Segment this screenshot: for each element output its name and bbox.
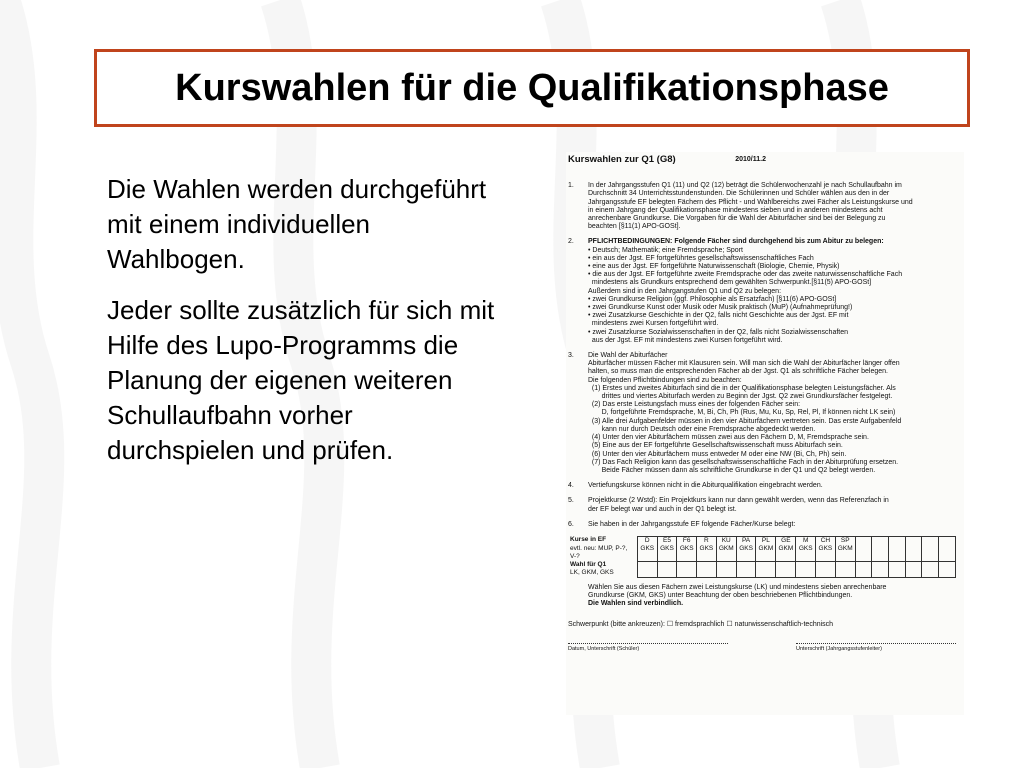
schwerpunkt-line: Schwerpunkt (bitte ankreuzen): ☐ fremdsprachlich ☐ naturwissenschaftlich-technisch (568, 620, 834, 628)
grid-input-cell[interactable] (736, 561, 756, 577)
grid-cell: R GKS (697, 536, 717, 561)
grid-row2-label: Wahl für Q1 LK, GKM, GKS (570, 561, 614, 577)
section-line: • zwei Zusatzkurse Geschichte in der Q2, falls nicht Geschichte aus der Jgst. EF mit (588, 312, 849, 320)
section-line: beachten [§11(1) APO-GOSt]. (588, 223, 681, 231)
grid-blank-cell (905, 536, 922, 561)
section-line: (5) Eine aus der EF fortgeführte Gesellschaftswissenschaft muss Abiturfach sein. (588, 442, 843, 450)
section-line: mindestens als Grundkurs entsprechend dem gewählten Schwerpunkt.[§11(5) APO-GOSt] (588, 279, 872, 287)
grid-blank-cell[interactable] (905, 561, 922, 577)
section-line: • zwei Grundkurse Religion (ggf. Philosophie als Ersatzfach) [§11(6) APO-GOSt] (588, 295, 837, 303)
section-line: Die Wahl der Abiturfächer (588, 352, 668, 360)
section-line: PFLICHTBEDINGUNGEN: Folgende Fächer sind durchgehend bis zum Abitur zu belegen: (588, 238, 884, 246)
section-line: (7) Das Fach Religion kann das gesellschaftswissenschaftliche Fach in der Abiturprüfung ersetzen. (588, 458, 899, 466)
section-line: mindestens zwei Kursen fortgeführt wird. (588, 320, 719, 328)
grid-input-cell[interactable] (796, 561, 816, 577)
form-scan (566, 152, 964, 715)
signature-leader: Unterschrift (Jahrgangsstufenleiter) (796, 643, 956, 653)
section-line: Jahrgangsstufe EF belegten Fächern des Pflicht - und Wahlbereichs zwei Fächer als Leistungskurse und (588, 198, 913, 206)
grid-cell: SP GKM (835, 536, 855, 561)
section-line: D, fortgeführte Fremdsprache, M, Bi, Ch, Ph (Rus, Mu, Ku, Sp, Rel, Pl, If können nicht LK sein) (588, 409, 896, 417)
section-number: 1. (568, 182, 574, 190)
grid-blank-cell[interactable] (939, 561, 956, 577)
grid-blank-cell[interactable] (889, 561, 906, 577)
title-box (94, 49, 970, 127)
signature-student: Datum, Unterschrift (Schüler) (568, 643, 728, 653)
form-section (568, 521, 956, 529)
section-line: der EF belegt war und auch in der Q1 belegt ist. (588, 505, 737, 513)
form-section (568, 238, 956, 345)
section-line: • Deutsch; Mathematik; eine Fremdsprache; Sport (588, 246, 743, 254)
section-line: • zwei Grundkurse Kunst oder Musik oder Musik praktisch (MuP) (Aufnahmeprüfung!) (588, 304, 853, 312)
grid-blank-cell[interactable] (872, 561, 889, 577)
section-line: Beide Fächer müssen dann als schriftliche Grundkurse in der Q1 und Q2 belegt werden. (588, 466, 876, 474)
body-text (107, 172, 507, 484)
grid-blank-cell (872, 536, 889, 561)
section-number: 6. (568, 520, 574, 528)
grid-input-cell[interactable] (756, 561, 776, 577)
section-line: Außerdem sind in den Jahrgangstufen Q1 und Q2 zu belegen: (588, 287, 782, 295)
section-line: • die aus der Jgst. EF fortgeführte zweite Fremdsprache oder das zweite naturwissenschaftliche Fach (588, 271, 903, 279)
grid-input-cell[interactable] (776, 561, 796, 577)
section-line: (4) Unter den vier Abiturfächern müssen zwei aus den Fächern D, M, Fremdsprache sein. (588, 434, 869, 442)
section-number: 3. (568, 352, 574, 360)
form-section (568, 352, 956, 475)
form-sections (568, 182, 956, 529)
section-line: In der Jahrgangsstufen Q1 (11) und Q2 (12) beträgt die Schülerwochenzahl je nach Schullaufbahn im (588, 182, 902, 190)
form-header (568, 156, 956, 164)
section-line: (1) Erstes und zweites Abiturfach sind die in der Qualifikationsphase belegten Leistungsfächer. Als (588, 384, 896, 392)
grid-cell: E5 GKS (657, 536, 677, 561)
form-section (568, 497, 956, 513)
grid-input-cell[interactable] (657, 561, 677, 577)
signature-lines (568, 643, 956, 653)
page-title: Kurswahlen für die Qualifikationsphase (175, 66, 889, 109)
section-line: (6) Unter den vier Abiturfächern muss entweder M oder eine NW (Bi, Ch, Ph) sein. (588, 450, 847, 458)
grid-cell: GE GKM (776, 536, 796, 561)
grid-blank-cell[interactable] (855, 561, 872, 577)
form-date: 2010/11.2 (735, 156, 766, 163)
grid-cell: F6 GKS (677, 536, 697, 561)
section-line: Vertiefungskurse können nicht in die Abiturqualifikation eingebracht werden. (588, 482, 823, 490)
grid-input-cell[interactable] (835, 561, 855, 577)
closing-text: Wählen Sie aus diesen Fächern zwei Leistungskurse (LK) und mindestens sieben anrechenbare Grundkurse (GKM, GKS) unter Beachtung der oben beschriebenen Pflichtbindungen. Die Wahlen sind verbindlich. (588, 583, 887, 608)
section-line: • eine aus der Jgst. EF fortgeführte Naturwissenschaft (Biologie, Chemie, Physik) (588, 263, 840, 271)
form-section (568, 182, 956, 231)
section-number: 5. (568, 497, 574, 505)
grid-input-cell[interactable] (816, 561, 836, 577)
grid-input-cell[interactable] (697, 561, 717, 577)
section-line: Projektkurse (2 Wstd): Ein Projektkurs kann nur dann gewählt werden, wenn das Referenzfach in (588, 497, 889, 505)
grid-blank-cell (922, 536, 939, 561)
paragraph-1: Die Wahlen werden durchgeführt mit einem individuellen Wahlbogen. (107, 174, 487, 274)
section-line: • ein aus der Jgst. EF fortgeführtes gesellschaftswissenschaftliches Fach (588, 254, 814, 262)
section-line: Durchschnitt 34 Unterrichtsstundenstunden. Die Schülerinnen und Schüler wählen aus den in der (588, 190, 890, 198)
section-line: halten, so muss man die entsprechenden Fächer ab der Jgst. Q1 als schriftliche Fächer belegen. (588, 368, 888, 376)
grid-row1-label: Kurse in EF evtl. neu: MUP, P-?, V-? (570, 536, 628, 560)
section-line: (2) Das erste Leistungsfach muss eines der folgenden Fächer sein: (588, 401, 801, 409)
section-line: Die folgenden Pflichtbindungen sind zu beachten: (588, 376, 742, 384)
form-heading: Kurswahlen zur Q1 (G8) (568, 154, 676, 165)
section-number: 4. (568, 482, 574, 490)
form-section (568, 482, 956, 490)
grid-input-cell[interactable] (716, 561, 736, 577)
section-line: (3) Alle drei Aufgabenfelder müssen in den vier Abiturfächern vertreten sein. Das erste Aufgabenfeld (588, 417, 902, 425)
section-line: Abiturfächer müssen Fächer mit Klausuren sein. Will man sich die Wahl der Abiturfächer länger offen (588, 360, 900, 368)
grid-blank-cell (939, 536, 956, 561)
grid-input-cell[interactable] (677, 561, 697, 577)
grid-cell: CH GKS (816, 536, 836, 561)
grid-cell: PL GKM (756, 536, 776, 561)
section-line: anrechenbare Grundkurse. Die Vorgaben für die Wahl der Abiturfächer sind bei der Belegung zu (588, 215, 886, 223)
section-line: in einem Jahrgang der Qualifikationsphase mindestens sieben und in anderen mindestens acht (588, 206, 883, 214)
grid-cell: PA GKS (736, 536, 756, 561)
grid-cell: D GKS (637, 536, 657, 561)
section-line: Sie haben in der Jahrgangsstufe EF folgende Fächer/Kurse belegt: (588, 520, 796, 528)
grid-blank-cell (889, 536, 906, 561)
paragraph-2: Jeder sollte zusätzlich für sich mit Hilfe des Lupo-Programms die Planung der eigenen weiteren Schullaufbahn vorher durchspielen und prüfen. (107, 295, 495, 465)
section-line: drittes und viertes Abiturfach werden zu Beginn der Jgst. Q2 zwei Grundkursfächer festgelegt. (588, 393, 893, 401)
grid-cell: M GKS (796, 536, 816, 561)
course-grid (568, 536, 956, 578)
grid-blank-cell[interactable] (922, 561, 939, 577)
section-number: 2. (568, 238, 574, 246)
grid-blank-cell (855, 536, 872, 561)
grid-cell: KU GKM (716, 536, 736, 561)
section-line: • zwei Zusatzkurse Sozialwissenschaften in der Q2, falls nicht Sozialwissenschaften (588, 328, 849, 336)
section-line: kann nur durch Deutsch oder eine Fremdsprache abgedeckt werden. (588, 425, 816, 433)
grid-input-cell[interactable] (637, 561, 657, 577)
section-line: aus der Jgst. EF mit mindestens zwei Kursen fortgeführt wird. (588, 336, 783, 344)
